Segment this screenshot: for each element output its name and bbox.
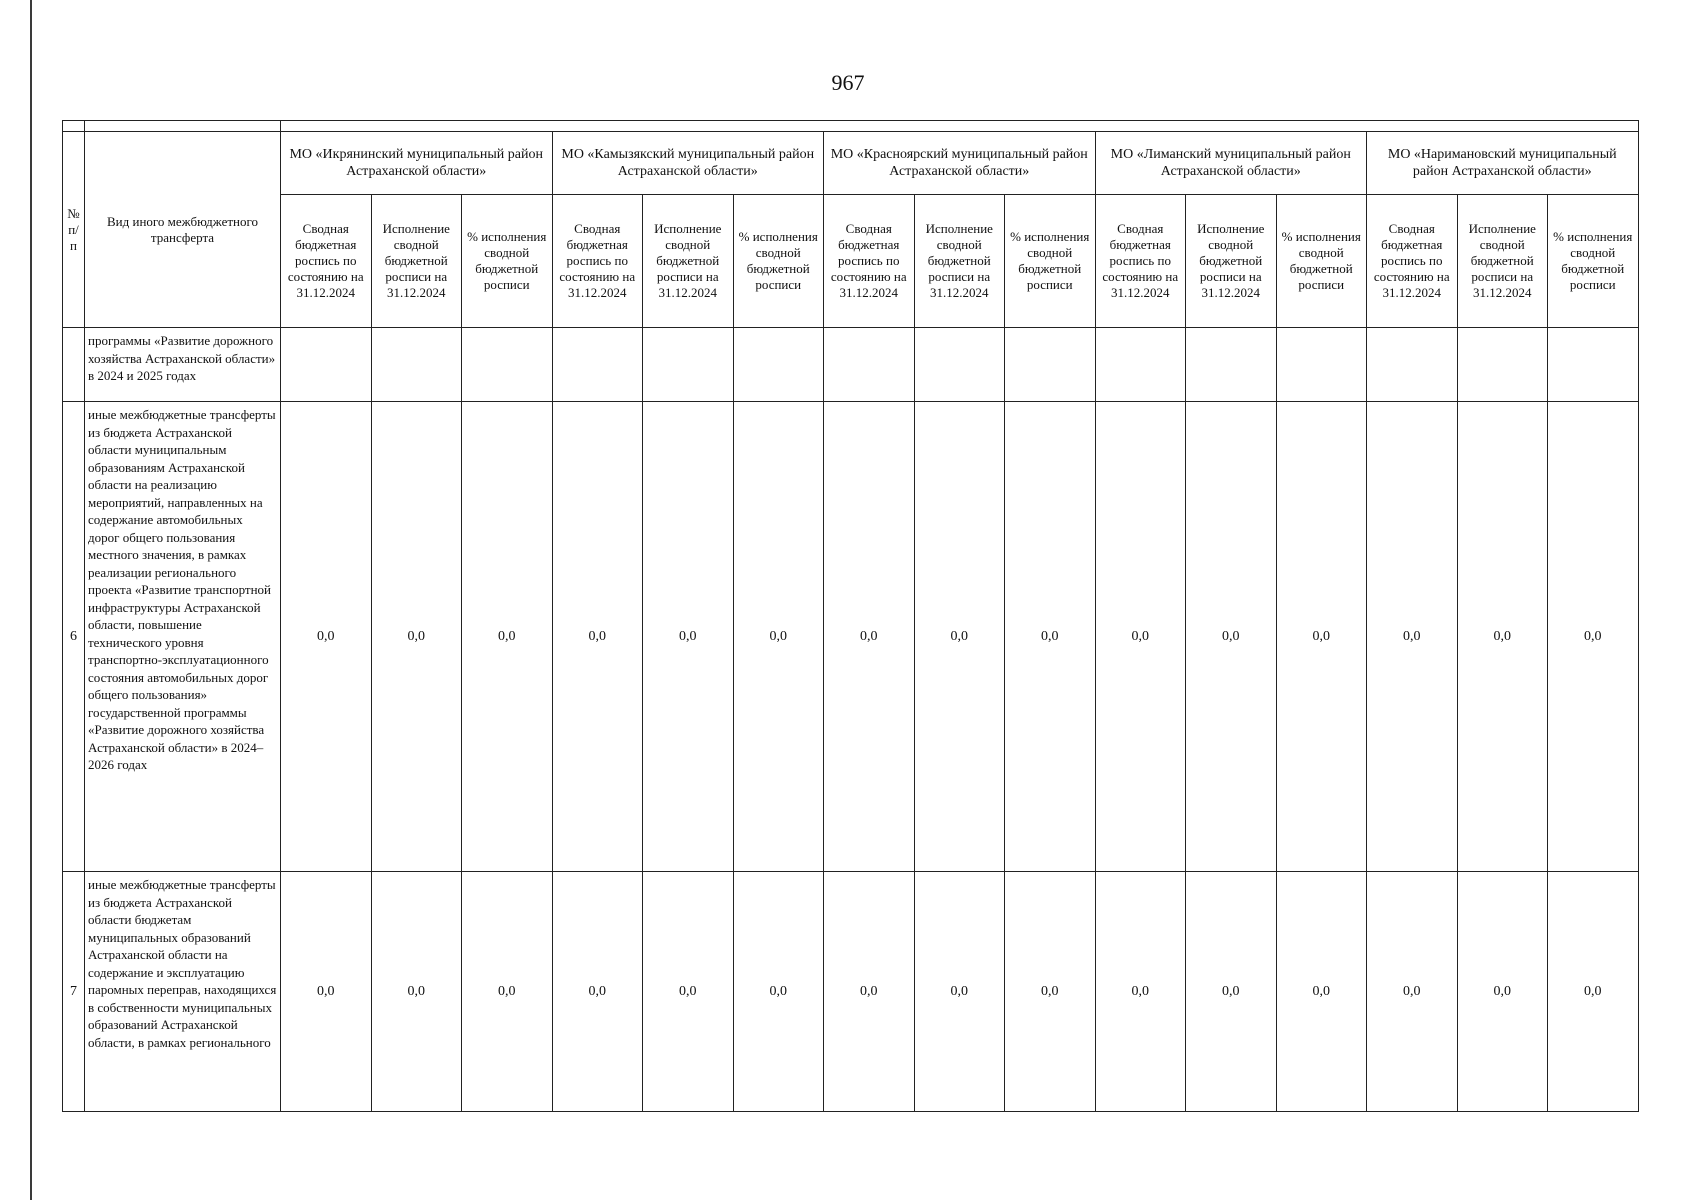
- subcol-execution: Исполнение сводной бюджетной росписи на 31.12.2024: [371, 195, 462, 328]
- value-cell: [1095, 328, 1186, 402]
- transfer-description: иные межбюджетные трансферты из бюджета Астраханской области муниципальным образованиям Астраханской области на реализацию мероприятий, направленных на содержание автомобильных дорог общего пользования местного значения, в рамках реализации регионального проекта «Развитие транспортной инфраструктуры Астраханской области, повышение технического уровня транспортно-эксплуатационного состояния автомобильных дорог общего пользования» государственной программы «Развитие дорожного хозяйства Астраханской области» в 2024–2026 годах: [85, 402, 281, 872]
- table-row: [63, 328, 1639, 402]
- value-cell: [914, 328, 1005, 402]
- value-cell: [643, 328, 734, 402]
- municipality-header: МО «Наримановский муниципальный район Астраханской области»: [1367, 132, 1639, 195]
- value-cell: 0,0: [824, 402, 915, 872]
- value-cell: [824, 328, 915, 402]
- value-cell: [1186, 328, 1277, 402]
- value-cell: 0,0: [552, 402, 643, 872]
- value-cell: 0,0: [1548, 872, 1639, 1112]
- subcol-execution-percent: % исполнения сводной бюджетной росписи: [733, 195, 824, 328]
- municipality-header: МО «Камызякский муниципальный район Астраханской области»: [552, 132, 824, 195]
- subcol-budget-schedule: Сводная бюджетная роспись по состоянию на 31.12.2024: [281, 195, 372, 328]
- transfer-description: программы «Развитие дорожного хозяйства Астраханской области» в 2024 и 2025 годах: [85, 328, 281, 402]
- table-row: [63, 402, 1639, 872]
- row-number: 7: [63, 872, 85, 1112]
- row-number: [63, 328, 85, 402]
- value-cell: 0,0: [371, 872, 462, 1112]
- value-cell: [1457, 328, 1548, 402]
- value-cell: [462, 328, 553, 402]
- value-cell: 0,0: [643, 402, 734, 872]
- value-cell: 0,0: [281, 872, 372, 1112]
- value-cell: [1548, 328, 1639, 402]
- value-cell: [552, 328, 643, 402]
- value-cell: 0,0: [1276, 402, 1367, 872]
- subcol-execution-percent: % исполнения сводной бюджетной росписи: [462, 195, 553, 328]
- subcol-budget-schedule: Сводная бюджетная роспись по состоянию на 31.12.2024: [1095, 195, 1186, 328]
- value-cell: 0,0: [733, 402, 824, 872]
- value-cell: 0,0: [1367, 402, 1458, 872]
- value-cell: 0,0: [733, 872, 824, 1112]
- header-row-subcolumns: [63, 195, 1639, 328]
- subcol-budget-schedule: Сводная бюджетная роспись по состоянию на 31.12.2024: [1367, 195, 1458, 328]
- municipality-header: МО «Икрянинский муниципальный район Астраханской области»: [281, 132, 553, 195]
- subcol-execution-percent: % исполнения сводной бюджетной росписи: [1276, 195, 1367, 328]
- value-cell: 0,0: [1186, 872, 1277, 1112]
- value-cell: [1005, 328, 1096, 402]
- subcol-budget-schedule: Сводная бюджетная роспись по состоянию на 31.12.2024: [824, 195, 915, 328]
- transfer-description: иные межбюджетные трансферты из бюджета Астраханской области бюджетам муниципальных образований Астраханской области на содержание и эксплуатацию паромных переправ, находящихся в собственности муниципальных образований Астраханской области, в рамках регионального: [85, 872, 281, 1112]
- subcol-execution: Исполнение сводной бюджетной росписи на 31.12.2024: [643, 195, 734, 328]
- table-top-spacer: [63, 121, 1639, 132]
- value-cell: 0,0: [462, 402, 553, 872]
- value-cell: [371, 328, 462, 402]
- value-cell: 0,0: [1457, 402, 1548, 872]
- subcol-execution: Исполнение сводной бюджетной росписи на 31.12.2024: [914, 195, 1005, 328]
- col-header-number: № п/п: [63, 132, 85, 328]
- value-cell: 0,0: [1276, 872, 1367, 1112]
- table-row: [63, 872, 1639, 1112]
- subcol-execution: Исполнение сводной бюджетной росписи на 31.12.2024: [1457, 195, 1548, 328]
- value-cell: [281, 328, 372, 402]
- subcol-execution-percent: % исполнения сводной бюджетной росписи: [1005, 195, 1096, 328]
- value-cell: 0,0: [1005, 872, 1096, 1112]
- value-cell: 0,0: [371, 402, 462, 872]
- transfer-execution-table: [62, 120, 1639, 1112]
- value-cell: 0,0: [552, 872, 643, 1112]
- municipality-header: МО «Красноярский муниципальный район Астраханской области»: [824, 132, 1096, 195]
- value-cell: [1276, 328, 1367, 402]
- value-cell: 0,0: [462, 872, 553, 1112]
- value-cell: 0,0: [1005, 402, 1096, 872]
- row-number: 6: [63, 402, 85, 872]
- subcol-execution: Исполнение сводной бюджетной росписи на 31.12.2024: [1186, 195, 1277, 328]
- page-number: 967: [831, 70, 865, 95]
- scan-edge-line: [30, 0, 32, 1200]
- col-header-transfer-type: Вид иного межбюджетного трансферта: [85, 132, 281, 328]
- subcol-budget-schedule: Сводная бюджетная роспись по состоянию на 31.12.2024: [552, 195, 643, 328]
- municipality-header: МО «Лиманский муниципальный район Астраханской области»: [1095, 132, 1367, 195]
- value-cell: 0,0: [1095, 402, 1186, 872]
- value-cell: [733, 328, 824, 402]
- value-cell: 0,0: [281, 402, 372, 872]
- value-cell: 0,0: [1548, 402, 1639, 872]
- subcol-execution-percent: % исполнения сводной бюджетной росписи: [1548, 195, 1639, 328]
- value-cell: 0,0: [1367, 872, 1458, 1112]
- value-cell: 0,0: [914, 872, 1005, 1112]
- value-cell: 0,0: [1095, 872, 1186, 1112]
- header-row-municipalities: [63, 132, 1639, 195]
- value-cell: 0,0: [914, 402, 1005, 872]
- value-cell: 0,0: [1457, 872, 1548, 1112]
- value-cell: 0,0: [824, 872, 915, 1112]
- value-cell: 0,0: [1186, 402, 1277, 872]
- value-cell: 0,0: [643, 872, 734, 1112]
- value-cell: [1367, 328, 1458, 402]
